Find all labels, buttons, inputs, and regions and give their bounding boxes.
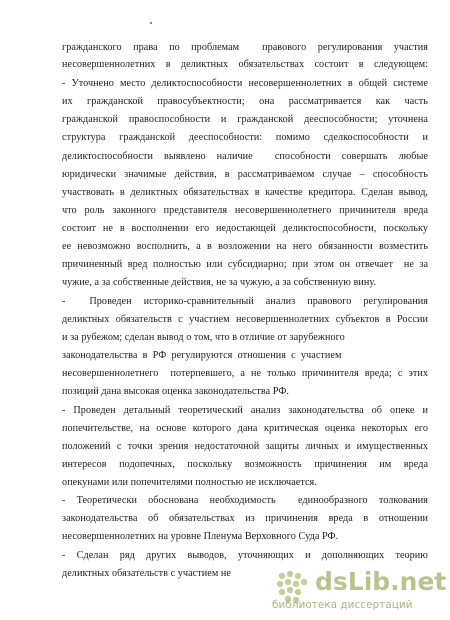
text-line: структура гражданской дееспособности: помимо сделкоспособности и [62,132,428,143]
text-line: законодательства об обязательствах из причинения вреда в отношении [62,513,428,524]
dslib-watermark [268,566,447,616]
text-line: - Уточнено место деликтоспособности несовершеннолетних в общей системе [62,78,429,89]
text-line: законодательства в РФ регулируются отношения с участием [62,350,342,361]
text-line: - Проведен историко-сравнительный анализ правового регулирования [62,296,428,307]
text-line: положений с точки зрения недостаточной защиты личных и имущественных [62,441,429,452]
text-line: опекунами или попечителями полностью не исключается. [62,477,317,488]
text-line: причиненный вред полностью или субсидиарно; при этом он отвечает не за [62,259,429,270]
text-line: юридически значимые действия, в рассматриваемом случае – способность [62,169,428,180]
text-line: и за рубежом; сделан вывод о том, что в отличие от зарубежного [62,332,345,343]
text-line: гражданского права по проблемам правового регулирования участия [62,42,428,53]
text-line: состоит не в восполнении его недостающей деликтоспособности, поскольку [62,223,428,234]
text-line: деликтоспособности выявлено наличие способности совершать любые [62,151,429,162]
text-line: несовершеннолетнего потерпевшего, а не только причинителя вреда; с этих [62,368,429,379]
text-line: деликтных обязательств с участием несовершеннолетних субъектов в России [62,314,428,325]
text-line: несовершеннолетних на уровне Пленума Верховного Суда РФ. [62,531,339,542]
text-line: их гражданской правосубъектности; она рассматривается как часть [62,96,428,107]
text-line: гражданской правоспособности и гражданской дееспособности; уточнена [62,114,428,125]
text-line: чужие, а за собственные действия, не за чужую, а за собственную вину. [62,277,377,288]
text-line: - Теоретически обоснована необходимость единообразного толкования [62,495,429,506]
watermark-title: dsLib.net [315,567,447,596]
text-line: - Проведен детальный теоретический анализ законодательства об опеке и [62,405,428,416]
text-line: что роль законного представителя несовершеннолетнего причинителя вреда [62,205,429,216]
text-line: несовершеннолетних в деликтных обязательствах состоит в следующем: [62,59,428,70]
text-line: деликтных обязательств с участием не [62,568,231,579]
text-line: попечительстве, на основе которого дана критическая оценка некоторых его [62,423,429,434]
watermark-subtitle: библиотека диссертаций [272,599,413,611]
text-line: ее невозможно восполнить, а в возложении на него обязанности возместить [62,241,429,252]
text-line: позиций дана высокая оценка законодательства РФ. [62,386,290,397]
scan-speck [150,22,152,24]
text-line: интересов подопечных, поскольку возможность причинения им вреда [62,459,429,470]
text-line: участвовать в деликтных обязательствах в качестве кредитора. Сделан вывод, [62,187,429,198]
text-line: - Сделан ряд других выводов, уточняющих и дополняющих теорию [62,550,428,561]
